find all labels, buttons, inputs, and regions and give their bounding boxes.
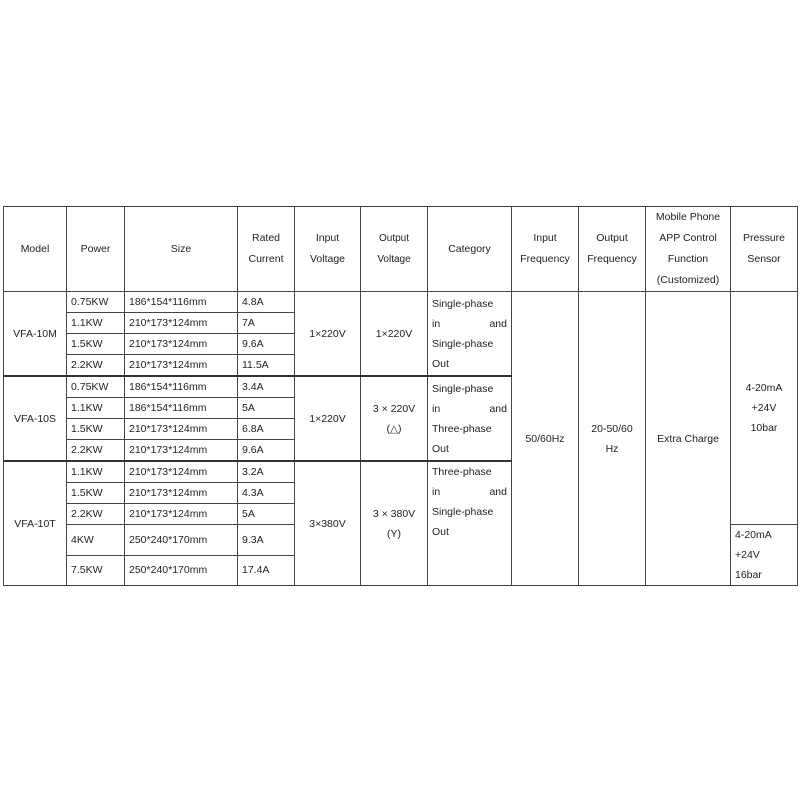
category-line: in xyxy=(432,486,441,498)
input-voltage-cell: 1×220V xyxy=(295,376,361,461)
size-cell: 210*173*124mm xyxy=(125,313,238,334)
pressure-sensor-cell xyxy=(731,292,798,525)
spec-table xyxy=(3,206,798,586)
category-line: and xyxy=(489,402,507,415)
category-line: Out xyxy=(432,357,449,370)
app-control-cell: Extra Charge xyxy=(646,292,731,586)
sensor-line: +24V xyxy=(751,402,777,414)
table-row xyxy=(4,292,798,313)
power-cell: 1.5KW xyxy=(67,419,125,440)
sensor-line: 10bar xyxy=(750,422,778,434)
header-row xyxy=(4,207,798,292)
output-voltage-line: 3 × 380V xyxy=(372,507,416,520)
category-line: Single-phase xyxy=(432,382,494,395)
current-cell: 4.8A xyxy=(238,292,295,313)
category-line: Three-phase xyxy=(432,422,492,435)
category-line: and xyxy=(489,486,507,498)
header-app-control: Mobile Phone APP Control Function (Customized) xyxy=(646,207,731,292)
category-cell xyxy=(428,292,512,377)
current-cell: 11.5A xyxy=(238,355,295,377)
category-line: Single-phase xyxy=(432,297,494,310)
header-model: Model xyxy=(4,207,67,292)
power-cell: 2.2KW xyxy=(67,504,125,525)
power-cell: 4KW xyxy=(67,525,125,556)
size-cell: 210*173*124mm xyxy=(125,461,238,483)
current-cell: 4.3A xyxy=(238,483,295,504)
size-cell: 250*240*170mm xyxy=(125,555,238,586)
output-voltage-line: (△) xyxy=(386,422,402,435)
power-cell: 1.5KW xyxy=(67,483,125,504)
size-cell: 210*173*124mm xyxy=(125,483,238,504)
current-cell: 6.8A xyxy=(238,419,295,440)
input-voltage-cell: 1×220V xyxy=(295,292,361,377)
output-voltage-cell xyxy=(361,376,428,461)
current-cell: 7A xyxy=(238,313,295,334)
pressure-sensor-cell xyxy=(731,525,798,586)
header-input-voltage: Input Voltage xyxy=(295,207,361,292)
current-cell: 3.4A xyxy=(238,376,295,398)
header-power: Power xyxy=(67,207,125,292)
category-line: and xyxy=(489,317,507,330)
header-pressure-sensor: Pressure Sensor xyxy=(731,207,798,292)
category-line: Out xyxy=(432,442,449,455)
category-line: Out xyxy=(432,526,449,538)
output-frequency-line: Hz xyxy=(605,442,619,455)
size-cell: 210*173*124mm xyxy=(125,419,238,440)
power-cell: 2.2KW xyxy=(67,440,125,462)
size-cell: 186*154*116mm xyxy=(125,376,238,398)
power-cell: 0.75KW xyxy=(67,292,125,313)
header-category: Category xyxy=(428,207,512,292)
category-cell xyxy=(428,461,512,586)
output-frequency-cell xyxy=(579,292,646,586)
power-cell: 7.5KW xyxy=(67,555,125,586)
size-cell: 186*154*116mm xyxy=(125,292,238,313)
sensor-line: 16bar xyxy=(735,569,762,581)
size-cell: 210*173*124mm xyxy=(125,355,238,377)
output-voltage-cell xyxy=(361,292,428,377)
input-voltage-cell: 3×380V xyxy=(295,461,361,586)
current-cell: 9.6A xyxy=(238,334,295,355)
size-cell: 210*173*124mm xyxy=(125,504,238,525)
category-line: Single-phase xyxy=(432,506,494,518)
header-output-voltage: Output Voltage xyxy=(361,207,428,292)
output-voltage-line: 3 × 220V xyxy=(372,402,416,415)
sensor-line: 4-20mA xyxy=(745,382,783,394)
category-line: in xyxy=(432,402,441,415)
input-frequency-cell: 50/60Hz xyxy=(512,292,579,586)
current-cell: 9.3A xyxy=(238,525,295,556)
header-size: Size xyxy=(125,207,238,292)
size-cell: 210*173*124mm xyxy=(125,440,238,462)
power-cell: 2.2KW xyxy=(67,355,125,377)
size-cell: 186*154*116mm xyxy=(125,398,238,419)
category-cell xyxy=(428,376,512,461)
current-cell: 17.4A xyxy=(238,555,295,586)
category-line: Single-phase xyxy=(432,337,494,350)
category-line: in xyxy=(432,317,441,330)
model-cell: VFA-10T xyxy=(4,461,67,586)
model-cell: VFA-10M xyxy=(4,292,67,377)
power-cell: 1.1KW xyxy=(67,398,125,419)
current-cell: 5A xyxy=(238,504,295,525)
current-cell: 5A xyxy=(238,398,295,419)
power-cell: 1.5KW xyxy=(67,334,125,355)
power-cell: 1.1KW xyxy=(67,313,125,334)
category-line: Three-phase xyxy=(432,466,492,478)
header-input-frequency: Input Frequency xyxy=(512,207,579,292)
output-voltage-line: 1×220V xyxy=(375,327,413,340)
size-cell: 250*240*170mm xyxy=(125,525,238,556)
current-cell: 9.6A xyxy=(238,440,295,462)
model-cell: VFA-10S xyxy=(4,376,67,461)
size-cell: 210*173*124mm xyxy=(125,334,238,355)
sensor-line: +24V xyxy=(735,549,760,561)
power-cell: 0.75KW xyxy=(67,376,125,398)
power-cell: 1.1KW xyxy=(67,461,125,483)
header-rated-current: Rated Current xyxy=(238,207,295,292)
output-voltage-line: (Y) xyxy=(387,527,401,540)
current-cell: 3.2A xyxy=(238,461,295,483)
header-output-frequency: Output Frequency xyxy=(579,207,646,292)
output-frequency-line: 20-50/60 xyxy=(591,422,633,435)
sensor-line: 4-20mA xyxy=(735,529,772,541)
output-voltage-cell xyxy=(361,461,428,586)
